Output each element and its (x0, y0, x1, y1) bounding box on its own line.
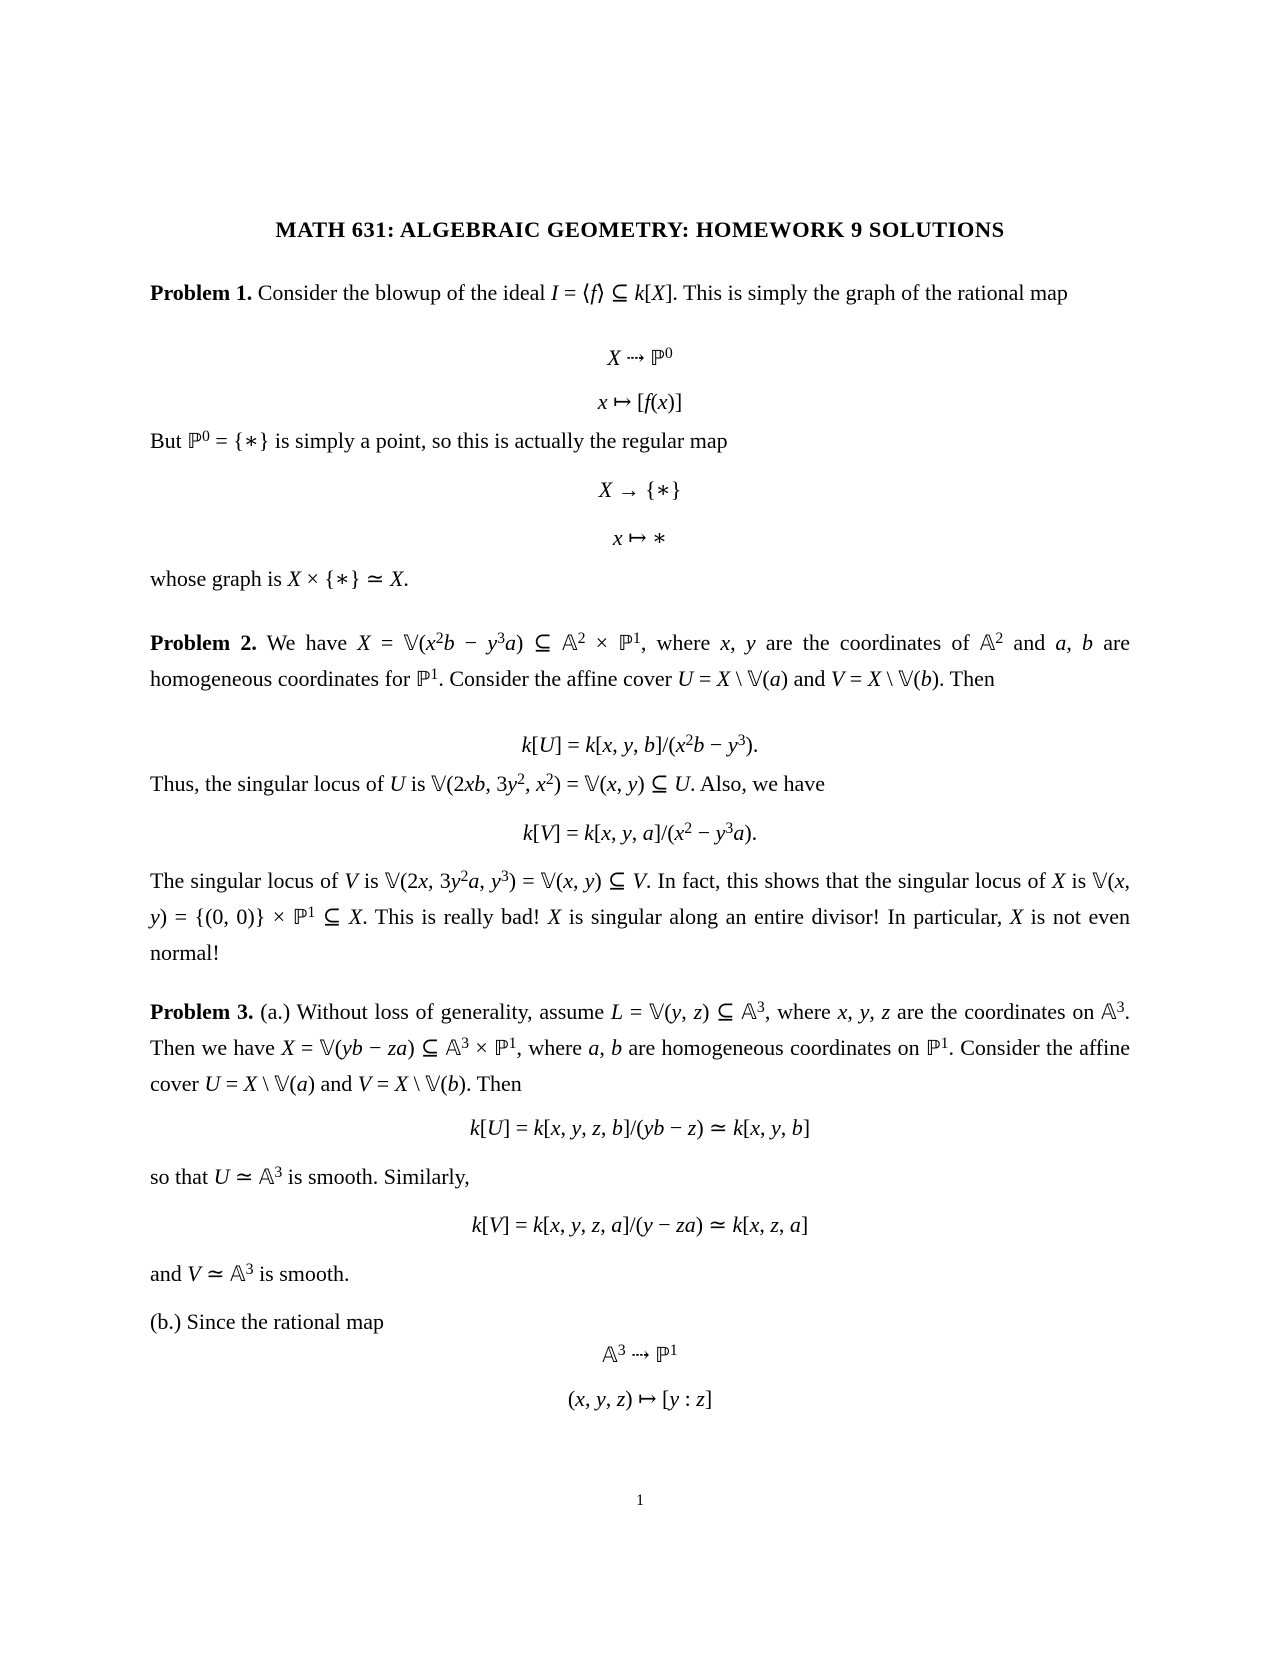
problem-3-heading: Problem 3. (150, 999, 254, 1024)
document-page (150, 0, 1130, 1656)
problem-2-eq2: k[V] = k[x, y, $a]/(x^2 - y^3a)$. (522, 819, 758, 845)
page-number: 1 (636, 1492, 644, 1509)
problem-2-intro (150, 625, 1130, 697)
page-title: MATH 631: ALGEBRAIC GEOMETRY: HOMEWORK 9 SOLUTIONS (275, 217, 1005, 242)
problem-1-eq2-line1: X → {∗} (598, 477, 682, 502)
problem-3-eq3-line1: 𝔸$^3$ ⇢ ℙ$^1$ (602, 1341, 678, 1367)
problem-3-intro (150, 994, 1130, 1102)
problem-1-end: whose graph is X × {∗} ≃ X. (150, 566, 409, 591)
problem-1-middle: But ℙ$^0$ = {∗} is simply a point, so this is actually the regular map (150, 427, 728, 453)
problem-3-middle: so that U ≃ 𝔸$^3$ is smooth. Similarly, (150, 1163, 470, 1189)
problem-1-eq1-line1: X ⇢ ℙ$^0$ (607, 344, 673, 370)
problem-1-eq2-line2: x ↦ ∗ (612, 525, 668, 550)
problem-3-eq2: k[V] = k[x, y, z, a]/(y − za) ≃ k[x, z, a] (471, 1212, 809, 1237)
problem-2-heading: Problem 2. (150, 630, 257, 655)
problem-2-end: The singular locus of V is 𝕍(2x, $3y^2a$, $y^3$) = 𝕍(x, y) ⊆ V. In fact, this shows that the singular locus of X is 𝕍(x, y) = {(0, 0)} × ℙ$^1$ ⊆ X. This is really bad! X is singular along an entire divisor! In particular, X is not even normal! (150, 867, 1131, 965)
problem-3-end: and V ≃ 𝔸$^3$ is smooth. (150, 1260, 350, 1286)
problem-3-part-b: (b.) Since the rational map (150, 1309, 384, 1334)
problem-1-eq1-line2: x ↦ [f(x)] (597, 389, 683, 414)
problem-3-eq3-line2: (x, y, z) ↦ [y : z] (567, 1386, 713, 1411)
problem-1-intro (150, 275, 1130, 310)
problem-2-intro-text: We have $X = 𝕍(x^2b - y^3a)$ ⊆ 𝔸$^2$ × ℙ$^1$, where x, y are the coordinates of 𝔸$^2$ and a, b are homogeneous coordinates for ℙ$^1$. Consider the affine cover U = X \ 𝕍(a) and V = X \ 𝕍(b). Then (150, 629, 1131, 691)
problem-3-eq1: k[U] = k[x, y, z, b]/(yb − z) ≃ k[x, y, b] (469, 1115, 811, 1140)
problem-2-middle: Thus, the singular locus of U is 𝕍(2xb, $3y^2$, $x^2$) = 𝕍(x, y) ⊆ U. Also, we have (150, 770, 826, 796)
problem-2-eq1: k[U] = k[x, y, $b]/(x^2b - y^3)$. (521, 731, 759, 757)
problem-3-intro-text: (a.) Without loss of generality, assume L = 𝕍(y, z) ⊆ 𝔸$^3$, where x, y, z are the coordinates on 𝔸$^3$. Then we have X = 𝕍(yb − za) ⊆ 𝔸$^3$ × ℙ$^1$, where a, b are homogeneous coordinates on ℙ$^1$. Consider the affine cover U = X \ 𝕍(a) and V = X \ 𝕍(b). Then (150, 998, 1131, 1096)
problem-1-heading: Problem 1. (150, 280, 253, 305)
problem-1-intro-text: Consider the blowup of the ideal I = ⟨f⟩ ⊆ k[X]. This is simply the graph of the rational map (257, 280, 1068, 305)
